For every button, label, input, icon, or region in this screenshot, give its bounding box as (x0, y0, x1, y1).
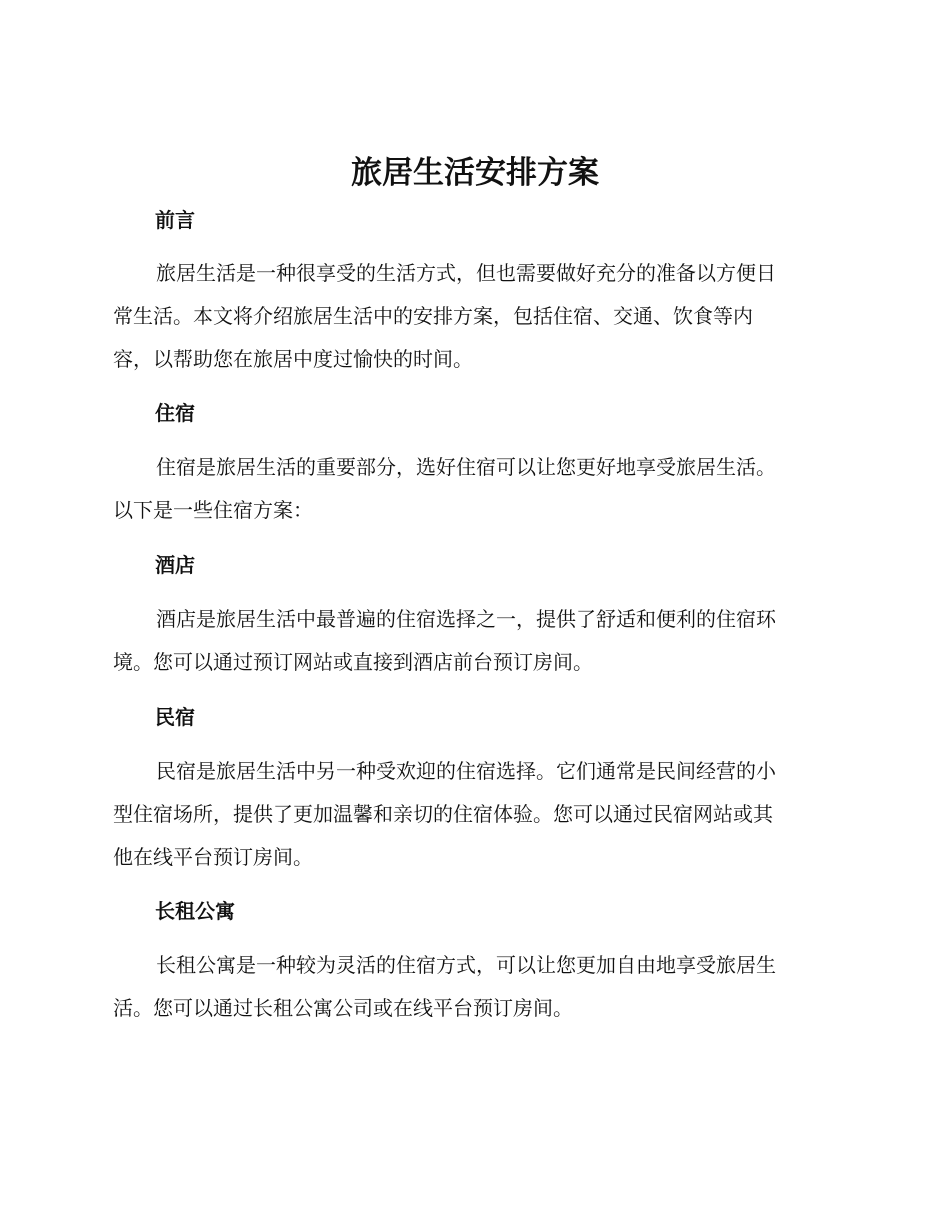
paragraph-line: 住宿是旅居生活的重要部分，选好住宿可以让您更好地享受旅居生活。 (156, 455, 776, 479)
section-paragraph-long-term-apartment (113, 944, 833, 1030)
section-paragraph-homestay (113, 750, 833, 879)
paragraph-line: 民宿是旅居生活中另一种受欢迎的住宿选择。它们通常是民间经营的小 (156, 759, 776, 783)
paragraph-line: 他在线平台预订房间。 (113, 845, 313, 869)
paragraph-line: 型住宿场所，提供了更加温馨和亲切的住宿体验。您可以通过民宿网站或其 (113, 802, 773, 826)
page-title: 旅居生活安排方案 (351, 155, 599, 191)
section-heading-homestay: 民宿 (155, 705, 195, 729)
paragraph-line: 长租公寓是一种较为灵活的住宿方式，可以让您更加自由地享受旅居生 (156, 953, 776, 977)
section-paragraph-accommodation (113, 446, 833, 532)
paragraph-line: 容，以帮助您在旅居中度过愉快的时间。 (113, 347, 473, 371)
paragraph-line: 旅居生活是一种很享受的生活方式，但也需要做好充分的准备以方便日 (156, 261, 776, 285)
paragraph-line: 活。您可以通过长租公寓公司或在线平台预订房间。 (113, 996, 573, 1020)
section-heading-long-term-apartment: 长租公寓 (155, 899, 235, 923)
section-heading-accommodation: 住宿 (155, 401, 195, 425)
paragraph-line: 境。您可以通过预订网站或直接到酒店前台预订房间。 (113, 650, 593, 674)
section-heading-hotel: 酒店 (155, 553, 195, 577)
paragraph-line: 常生活。本文将介绍旅居生活中的安排方案，包括住宿、交通、饮食等内 (113, 304, 753, 328)
paragraph-line: 以下是一些住宿方案： (113, 498, 313, 522)
section-paragraph-hotel (113, 598, 833, 684)
paragraph-line: 酒店是旅居生活中最普遍的住宿选择之一，提供了舒适和便利的住宿环 (156, 607, 776, 631)
section-paragraph-preface (113, 252, 833, 381)
section-heading-preface: 前言 (155, 208, 195, 232)
